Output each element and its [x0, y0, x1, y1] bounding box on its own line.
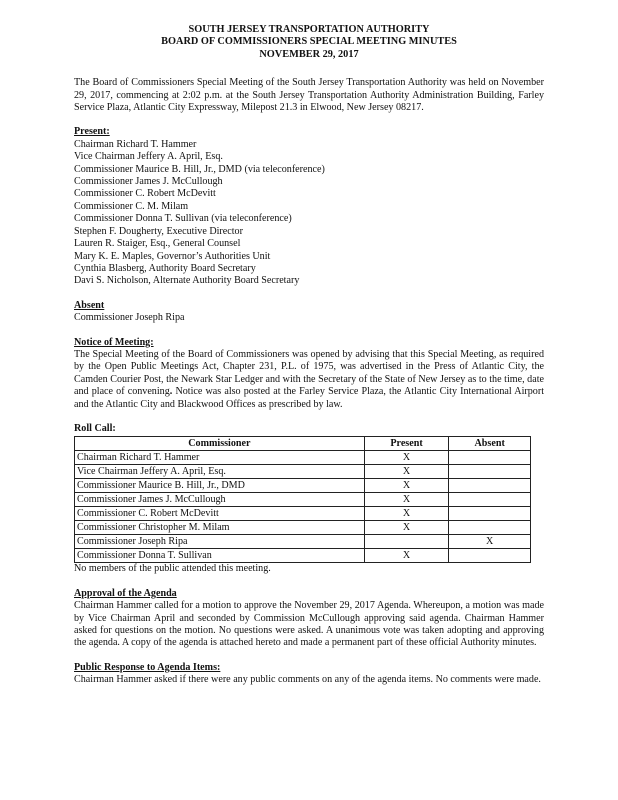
commissioner-name-cell: Commissioner Maurice B. Hill, Jr., DMD — [75, 479, 365, 493]
roll-call-note: No members of the public attended this meeting. — [74, 563, 271, 575]
agenda-paragraph: Chairman Hammer called for a motion to approve the November 29, 2017 Agenda. Whereupon, a motion was made by Vice Chairman April and seconded by Commission McCullough approving said agenda. Chairman Hammer asked for questions on the motion. No questions were asked. A unanimous vote was taken adopting and approving the agenda. A copy of the agenda is attached hereto and made a permanent part of these official Authority minutes. — [74, 600, 544, 649]
column-header-commissioner: Commissioner — [75, 437, 365, 451]
absent-mark-cell — [449, 465, 531, 479]
present-mark-cell: X — [364, 451, 449, 465]
roll-call-table — [74, 436, 531, 563]
notice-section — [74, 337, 544, 411]
present-person: Commissioner Maurice B. Hill, Jr., DMD (via teleconference) — [74, 163, 325, 175]
absent-mark-cell — [449, 521, 531, 535]
public-response-heading: Public Response to Agenda Items: — [74, 661, 221, 673]
absent-mark-cell: X — [449, 535, 531, 549]
header-meeting-title: BOARD OF COMMISSIONERS SPECIAL MEETING MINUTES — [161, 36, 457, 48]
present-person: Commissioner C. M. Milam — [74, 200, 189, 212]
agenda-section — [74, 588, 544, 650]
absent-list — [74, 312, 544, 324]
present-heading: Present: — [74, 126, 110, 138]
present-person: Cynthia Blasberg, Authority Board Secretary — [74, 262, 256, 274]
roll-call-header-row — [75, 437, 531, 451]
table-row — [75, 549, 531, 563]
notice-text-before: The Special Meeting of the Board of Commissioners was opened by advising that this Special Meeting, as required by the Open Public Meetings Act, Chapter 231, P.L. of 1975, was advertised in the Press of Atlantic City, the Camden Courier Post, the Newark Star Ledger and with the Secretary of the State of New Jersey as to the time, date and place of convening — [74, 348, 544, 398]
absent-mark-cell — [449, 507, 531, 521]
absent-mark-cell — [449, 451, 531, 465]
table-row — [75, 535, 531, 549]
table-row — [75, 507, 531, 521]
commissioner-name-cell: Commissioner Christopher M. Milam — [75, 521, 365, 535]
present-person: Chairman Richard T. Hammer — [74, 138, 197, 150]
table-row — [75, 521, 531, 535]
present-section — [74, 126, 544, 287]
roll-call-body — [75, 451, 531, 563]
absent-person: Commissioner Joseph Ripa — [74, 312, 185, 324]
commissioner-name-cell: Vice Chairman Jeffery A. April, Esq. — [75, 465, 365, 479]
commissioner-name-cell: Chairman Richard T. Hammer — [75, 451, 365, 465]
absent-section — [74, 300, 544, 325]
present-person: Vice Chairman Jeffery A. April, Esq. — [74, 151, 223, 163]
intro-paragraph: The Board of Commissioners Special Meeting of the South Jersey Transportation Authority was held on November 29, 2017, commencing at 2:02 p.m. at the South Jersey Transportation Authority Administration Building, Farley Service Plaza, Atlantic City Expressway, Milepost 21.3 in Elwood, New Jersey 08217. — [74, 77, 544, 114]
header-meeting-date: NOVEMBER 29, 2017 — [259, 48, 359, 60]
document-header — [74, 24, 544, 61]
commissioner-name-cell: Commissioner James J. McCullough — [75, 493, 365, 507]
present-mark-cell: X — [364, 507, 449, 521]
absent-heading: Absent — [74, 299, 105, 311]
absent-mark-cell — [449, 479, 531, 493]
roll-call-heading: Roll Call: — [74, 422, 116, 434]
present-mark-cell — [364, 535, 449, 549]
absent-mark-cell — [449, 549, 531, 563]
table-row — [75, 465, 531, 479]
present-person: Commissioner Donna T. Sullivan (via teleconference) — [74, 213, 292, 225]
present-person: Davi S. Nicholson, Alternate Authority Board Secretary — [74, 275, 300, 287]
notice-paragraph — [74, 349, 544, 411]
present-mark-cell: X — [364, 521, 449, 535]
table-row — [75, 479, 531, 493]
notice-heading: Notice of Meeting: — [74, 336, 154, 348]
present-mark-cell: X — [364, 493, 449, 507]
column-header-absent: Absent — [449, 437, 531, 451]
table-row — [75, 451, 531, 465]
present-list — [74, 139, 544, 288]
public-response-paragraph: Chairman Hammer asked if there were any public comments on any of the agenda items. No comments were made. — [74, 674, 541, 686]
commissioner-name-cell: Commissioner C. Robert McDevitt — [75, 507, 365, 521]
present-mark-cell: X — [364, 465, 449, 479]
present-mark-cell: X — [364, 549, 449, 563]
commissioner-name-cell: Commissioner Donna T. Sullivan — [75, 549, 365, 563]
notice-bold-period: . — [169, 386, 173, 398]
present-person: Commissioner James J. McCullough — [74, 176, 223, 188]
present-person: Stephen F. Dougherty, Executive Director — [74, 225, 243, 237]
column-header-present: Present — [364, 437, 449, 451]
absent-mark-cell — [449, 493, 531, 507]
present-person: Lauren R. Staiger, Esq., General Counsel — [74, 238, 241, 250]
present-person: Mary K. E. Maples, Governor’s Authorities Unit — [74, 250, 271, 262]
present-person: Commissioner C. Robert McDevitt — [74, 188, 216, 200]
public-response-section — [74, 662, 544, 687]
header-authority-name: SOUTH JERSEY TRANSPORTATION AUTHORITY — [188, 24, 430, 35]
notice-text-after: Notice was also posted at the Farley Service Plaza, the Atlantic City International Airport and the Atlantic City and Blackwood Offices as prescribed by law. — [74, 386, 545, 410]
agenda-heading: Approval of the Agenda — [74, 587, 177, 599]
present-mark-cell: X — [364, 479, 449, 493]
commissioner-name-cell: Commissioner Joseph Ripa — [75, 535, 365, 549]
roll-call-section — [74, 423, 544, 576]
table-row — [75, 493, 531, 507]
